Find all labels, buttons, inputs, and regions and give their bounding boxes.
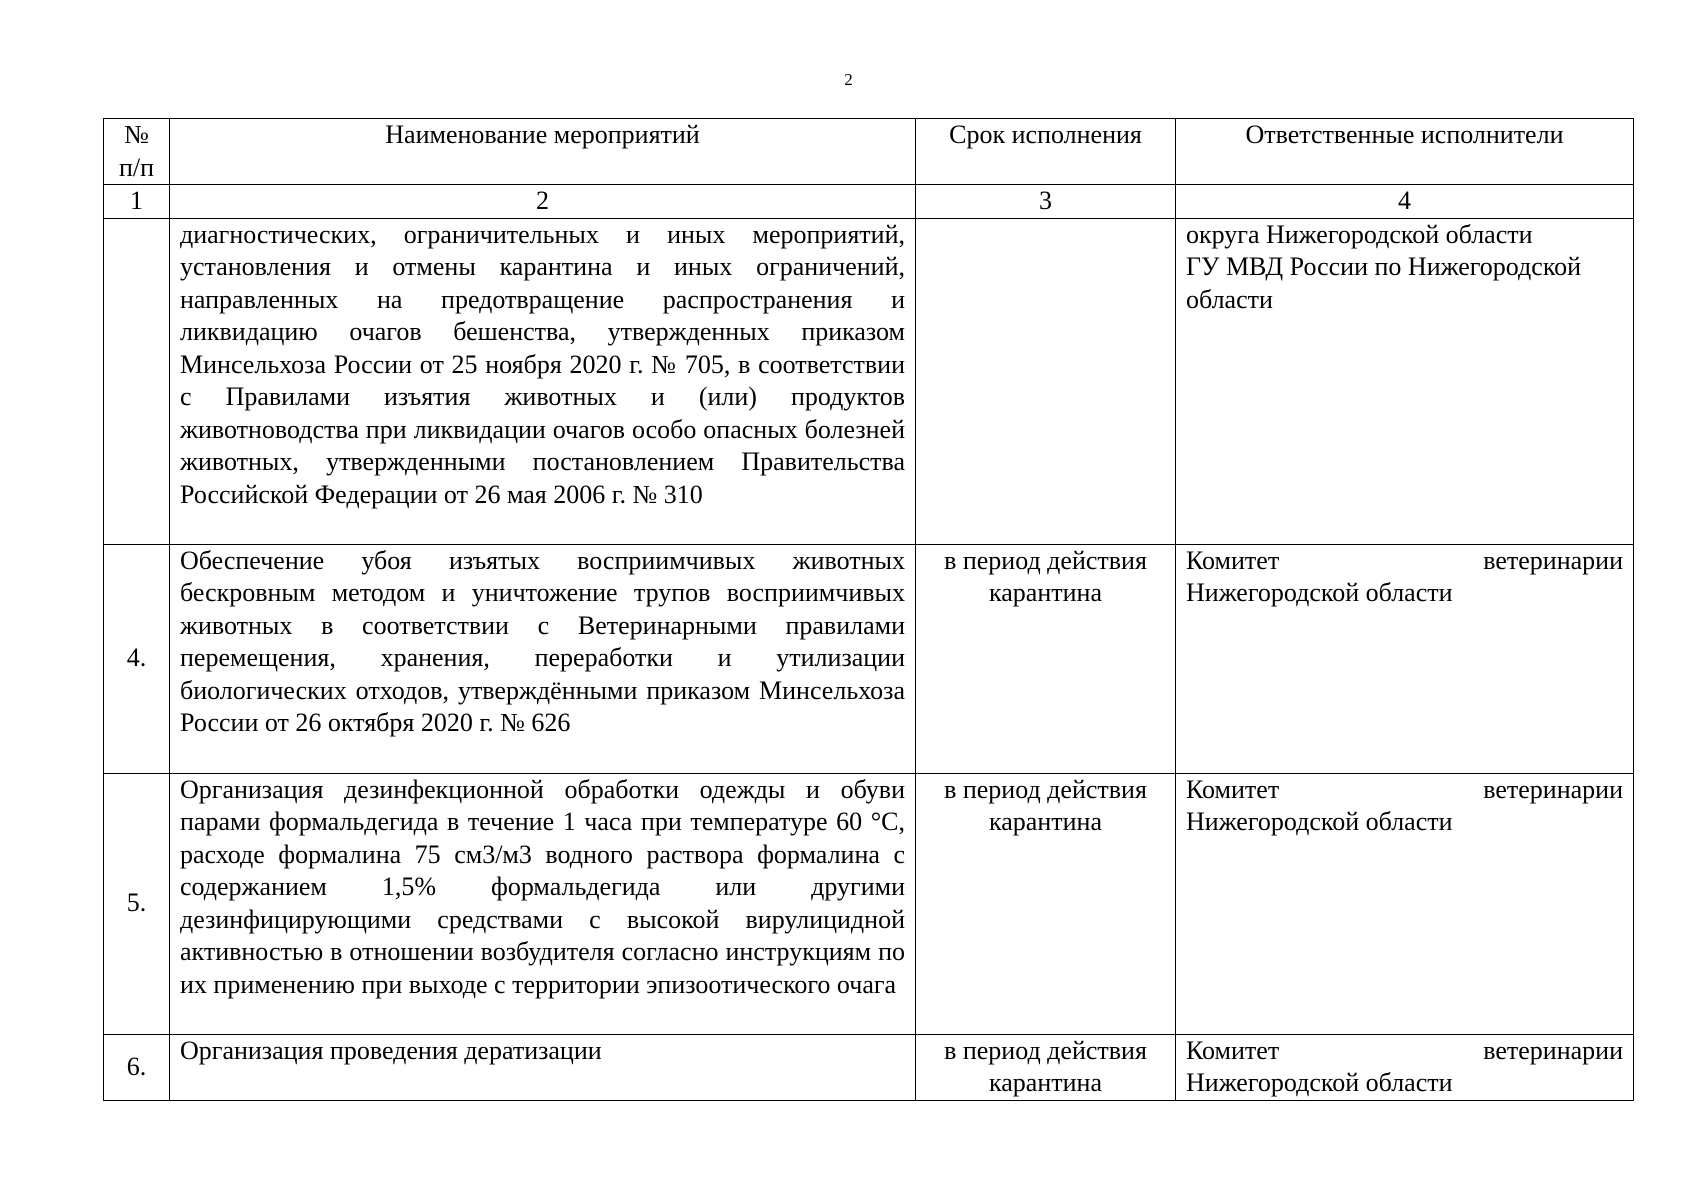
- measure-name: Организация дезинфекционной обработки одежды и обуви парами формальдегида в течение 1 часа при температуре 60 °С, расходе формалина 75 см3/м3 водного раствора формалина с содержанием 1,5% формальдегида или другими дезинфицирующими средствами с высокой вирулицидной активностью в отношении возбудителя согласно инструкциям по их применению при выходе с территории эпизоотического очага: [170, 773, 916, 1034]
- responsible-word: ветеринарии: [1483, 774, 1623, 804]
- responsible-word: Комитет: [1186, 545, 1280, 575]
- column-number: 4: [1176, 185, 1634, 219]
- row-number: 5.: [104, 773, 170, 1034]
- column-number: 1: [104, 185, 170, 219]
- header-term: Срок исполнения: [916, 119, 1176, 185]
- page-number: 2: [844, 70, 853, 89]
- table-row: [104, 544, 1634, 773]
- table-row: [104, 773, 1634, 1034]
- responsible-line: Нижегородской области: [1186, 1068, 1453, 1097]
- responsible-word: ветеринарии: [1483, 1035, 1623, 1065]
- header-measure-name: Наименование мероприятий: [170, 119, 916, 185]
- row-number: 4.: [104, 544, 170, 773]
- responsible: [1176, 544, 1634, 773]
- table-header-row: [104, 119, 1634, 185]
- responsible: [1176, 773, 1634, 1034]
- header-number: № п/п: [104, 119, 170, 185]
- responsible-line: Нижегородской области: [1186, 578, 1453, 607]
- column-number: 2: [170, 185, 916, 219]
- responsible-line: Нижегородской области: [1186, 807, 1453, 836]
- responsible: [1176, 1034, 1634, 1100]
- column-numbers-row: [104, 185, 1634, 219]
- responsible-word: Комитет: [1186, 774, 1280, 804]
- term: в период действия карантина: [916, 1034, 1176, 1100]
- measure-name: Организация проведения дератизации: [170, 1034, 916, 1100]
- term: в период действия карантина: [916, 544, 1176, 773]
- measure-name: Обеспечение убоя изъятых восприимчивых животных бескровным методом и уничтожение трупов восприимчивых животных в соответствии с Ветеринарными правилами перемещения, хранения, переработки и утилизации биологических отходов, утверждёнными приказом Минсельхоза России от 26 октября 2020 г. № 626: [170, 544, 916, 773]
- responsible-line: [1186, 545, 1623, 578]
- responsible-line: округа Нижегородской области: [1186, 219, 1533, 249]
- column-number: 3: [916, 185, 1176, 219]
- responsible-word: ветеринарии: [1483, 545, 1623, 575]
- term: [916, 218, 1176, 544]
- table-row: [104, 1034, 1634, 1100]
- responsible: [1176, 218, 1634, 544]
- table-row: [104, 218, 1634, 544]
- responsible-line: [1186, 1035, 1623, 1068]
- header-responsible: Ответственные исполнители: [1176, 119, 1634, 185]
- term: в период действия карантина: [916, 773, 1176, 1034]
- responsible-line: [1186, 774, 1623, 807]
- measure-name: диагностических, ограничительных и иных мероприятий, установления и отмены карантина и иных ограничений, направленных на предотвращение распространения и ликвидацию очагов бешенства, утвержденных приказом Минсельхоза России от 25 ноября 2020 г. № 705, в соответствии с Правилами изъятия животных и (или) продуктов животноводства при ликвидации очагов особо опасных болезней животных, утвержденными постановлением Правительства Российской Федерации от 26 мая 2006 г. № 310: [170, 218, 916, 544]
- row-number: 6.: [104, 1034, 170, 1100]
- row-number: [104, 218, 170, 544]
- responsible-word: Комитет: [1186, 1035, 1280, 1065]
- measures-table: [103, 118, 1634, 1101]
- responsible-line: ГУ МВД России по Нижегородской области: [1186, 252, 1582, 314]
